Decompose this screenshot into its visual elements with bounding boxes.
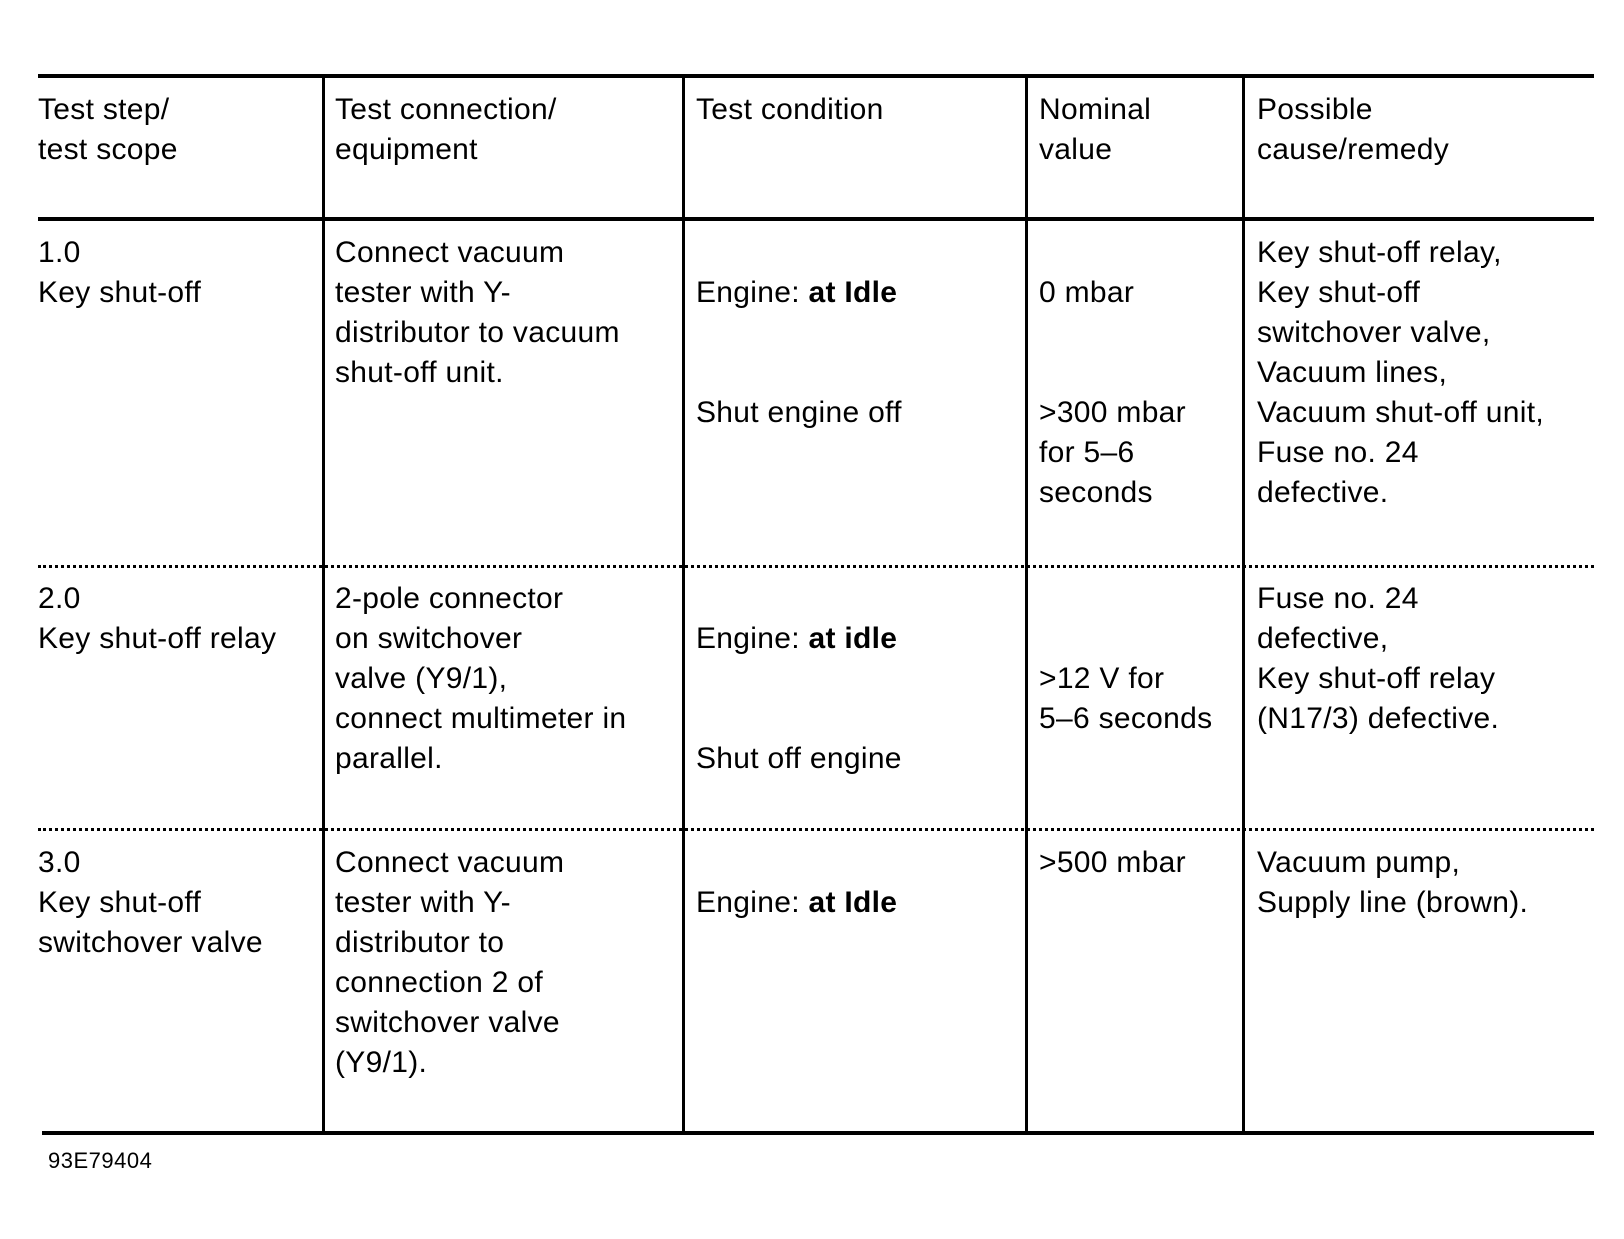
- column-divider-1: [322, 74, 325, 1135]
- row2-nominal-value: >12 V for 5–6 seconds: [1039, 662, 1213, 735]
- row3-test-connection: Connect vacuum tester with Y- distributor to connection 2 of switchover valve (Y9/1).: [335, 846, 565, 1079]
- row3-condition-bold: at Idle: [808, 886, 898, 919]
- row1-nominal-value: [1039, 233, 1186, 513]
- column-divider-2: [682, 74, 685, 1135]
- row1-nominal-1: 0 mbar: [1039, 276, 1135, 309]
- row2-test-step: 2.0 Key shut-off relay: [38, 582, 277, 655]
- header-bottom-rule: [38, 217, 1594, 221]
- row-separator-1: [38, 565, 1594, 568]
- row2-test-connection: 2-pole connector on switchover valve (Y9/1), connect multimeter in parallel.: [335, 582, 627, 775]
- row1-condition-2: Shut engine off: [696, 396, 902, 429]
- row1-test-step: 1.0 Key shut-off: [38, 236, 202, 309]
- row1-test-connection: Connect vacuum tester with Y- distributor to vacuum shut-off unit.: [335, 236, 620, 389]
- row1-nominal-2: >300 mbar for 5–6 seconds: [1039, 396, 1186, 509]
- row3-test-condition: [696, 843, 897, 923]
- header-test-step: Test step/ test scope: [38, 93, 178, 166]
- row3-condition-prefix: Engine:: [696, 886, 809, 919]
- row3-possible-cause: Vacuum pump, Supply line (brown).: [1257, 846, 1529, 919]
- row-separator-2: [38, 828, 1594, 831]
- row3-nominal-value: >500 mbar: [1039, 846, 1186, 879]
- row2-test-condition: [696, 579, 902, 779]
- column-divider-3: [1025, 74, 1028, 1135]
- row2-condition-2: Shut off engine: [696, 742, 902, 775]
- row1-condition-bold: at Idle: [808, 276, 898, 309]
- header-test-connection: Test connection/ equipment: [335, 93, 557, 166]
- row1-condition-prefix: Engine:: [696, 276, 809, 309]
- figure-id: 93E79404: [48, 1148, 153, 1173]
- row2-condition-bold: at idle: [808, 622, 898, 655]
- column-divider-4: [1242, 74, 1245, 1135]
- row3-test-step: 3.0 Key shut-off switchover valve: [38, 846, 263, 959]
- row2-possible-cause: Fuse no. 24 defective, Key shut-off relay (N17/3) defective.: [1257, 582, 1500, 735]
- row2-condition-prefix: Engine:: [696, 622, 809, 655]
- table-top-rule: [38, 74, 1594, 78]
- header-test-condition: Test condition: [696, 93, 884, 126]
- header-possible-cause: Possible cause/remedy: [1257, 93, 1450, 166]
- row1-test-condition: [696, 233, 902, 433]
- row1-possible-cause: Key shut-off relay, Key shut-off switchover valve, Vacuum lines, Vacuum shut-off unit, Fuse no. 24 defective.: [1257, 236, 1545, 509]
- table-bottom-rule: [42, 1131, 1594, 1135]
- header-nominal-value: Nominal value: [1039, 93, 1152, 166]
